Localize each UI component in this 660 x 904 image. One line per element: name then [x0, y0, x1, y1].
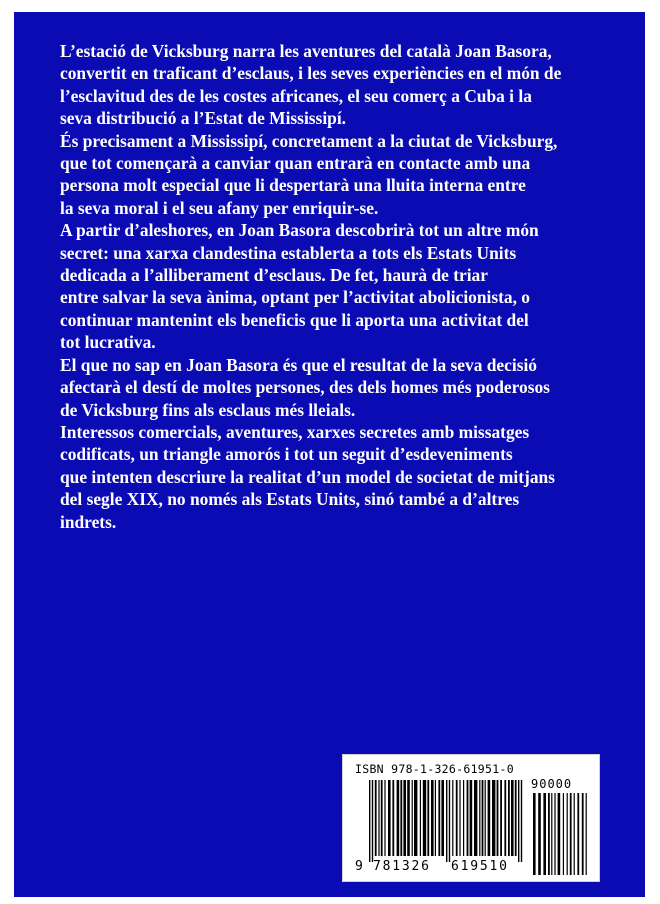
blurb-line: dedicada a l’alliberament d’esclaus. De fet, haurà de triar — [60, 265, 488, 286]
barcode-bar — [378, 780, 379, 856]
barcode-bar — [570, 793, 572, 875]
barcode-bar — [420, 780, 421, 856]
barcode-bar — [518, 780, 519, 862]
blurb-line: secret: una xarxa clandestina establerta a tots els Estats Units — [60, 242, 517, 263]
barcode-bar — [470, 780, 473, 856]
barcode-bar — [423, 780, 426, 856]
barcode-digits — [355, 859, 529, 874]
barcode-bar — [482, 780, 484, 856]
barcode-bar — [381, 780, 383, 856]
barcode-bar — [504, 780, 506, 856]
blurb-line: L’estació de Vicksburg narra les aventures del català Joan Basora, — [60, 41, 552, 61]
barcode-bar — [563, 793, 564, 875]
barcode-bar — [400, 780, 402, 856]
blurb-line: l’esclavitud des de les costes africanes, el seu comerç a Cuba i la — [60, 85, 532, 106]
blurb-line: Interessos comercials, aventures, xarxes secretes amb missatges — [60, 421, 530, 442]
barcode-bar — [485, 780, 486, 856]
barcode-bar — [551, 793, 552, 875]
addon-code: 90000 — [531, 777, 573, 791]
blurb-line: convertit en traficant d’esclaus, i les seves experiències en el món de — [60, 63, 562, 84]
barcode-bar — [369, 780, 370, 862]
blurb-line: que tot començarà a canviar quan entrarà en contacte amb una — [60, 153, 531, 174]
blurb-line: seva distribució a l’Estat de Mississipí. — [60, 108, 347, 129]
barcode-bar — [407, 780, 410, 856]
barcode-bar — [521, 780, 522, 862]
barcode-bar — [479, 780, 480, 856]
barcode-bar — [452, 780, 453, 856]
barcode-bar — [427, 780, 429, 856]
barcode-bar — [577, 793, 579, 875]
barcode-bar — [488, 780, 491, 856]
blurb-line: persona molt especial que li despertarà una lluita interna entre — [60, 175, 526, 196]
blurb-line: indrets. — [60, 511, 117, 532]
blurb-line: A partir d’aleshores, en Joan Basora descobrirà tot un altre món — [60, 220, 539, 241]
back-cover — [14, 12, 645, 897]
barcode-bar — [414, 780, 417, 856]
barcode-bar — [538, 793, 541, 875]
barcode-bar — [412, 780, 413, 856]
barcode-bar — [474, 780, 477, 856]
barcode-bar — [497, 780, 499, 856]
barcode-bar — [582, 793, 584, 875]
barcode-bar — [467, 780, 469, 856]
blurb-line: tot lucrativa. — [60, 332, 156, 353]
barcode-digits-right: 619510 — [451, 859, 509, 874]
barcode-bar — [543, 793, 546, 875]
blurb-line: de Vicksburg fins als esclaus més lleials. — [60, 399, 356, 420]
blurb-line: continuar mantenint els beneficis que li aporta una activitat del — [60, 309, 529, 330]
barcode-bar — [372, 780, 373, 862]
blurb-line: codificats, un triangle amorós i tot un seguit d’esdeveniments — [60, 444, 513, 465]
barcode-bar — [554, 793, 555, 875]
barcode-bar — [548, 793, 550, 875]
barcode-bar — [500, 780, 502, 856]
barcode-bar — [403, 780, 406, 856]
barcode-bar — [375, 780, 377, 856]
barcode-bar — [515, 780, 517, 856]
blurb-line: la seva moral i el seu afany per enriquir-se. — [60, 197, 379, 218]
barcode-bar — [508, 780, 510, 856]
barcode-bar — [567, 793, 568, 875]
blurb-line: del segle XIX, no només als Estats Units, sinó també a d’altres — [60, 489, 520, 510]
barcode-bar — [456, 780, 458, 856]
isbn-label: ISBN 978-1-326-61951-0 — [355, 762, 514, 776]
barcode-bar — [431, 780, 434, 856]
barcode-bar — [574, 793, 575, 875]
barcode-bar — [586, 793, 587, 875]
blurb-line: que intenten descriure la realitat d’un model de societat de mitjans — [60, 466, 555, 487]
barcode-bar — [441, 780, 444, 856]
barcode-bar — [446, 780, 447, 862]
barcode-bar — [435, 780, 436, 856]
barcode-bar — [384, 780, 385, 856]
isbn-barcode-panel — [342, 754, 600, 882]
barcode-bar — [397, 780, 400, 856]
barcode-bar — [388, 780, 391, 856]
barcode-bar — [459, 780, 460, 856]
barcode-bar — [511, 780, 514, 856]
blurb-line: És precisament a Mississipí, concretament a la ciutat de Vicksburg, — [60, 130, 558, 151]
barcode-bar — [438, 780, 440, 856]
back-cover-blurb — [60, 40, 630, 533]
barcode-bar — [492, 780, 495, 856]
blurb-line: entre salvar la seva ànima, optant per l’activitat abolicionista, o — [60, 287, 531, 308]
barcode-bar — [558, 793, 561, 875]
blurb-line: afectarà el destí de moltes persones, des dels homes més poderosos — [60, 377, 550, 398]
barcode-bar — [392, 780, 394, 856]
barcode-bar — [533, 793, 536, 875]
blurb-line: El que no sap en Joan Basora és que el resultat de la seva decisió — [60, 354, 537, 375]
barcode-digit-first: 9 — [355, 859, 363, 874]
barcode-digits-left: 781326 — [373, 859, 431, 874]
barcode-bar — [449, 780, 450, 862]
barcode-bar — [463, 780, 464, 856]
